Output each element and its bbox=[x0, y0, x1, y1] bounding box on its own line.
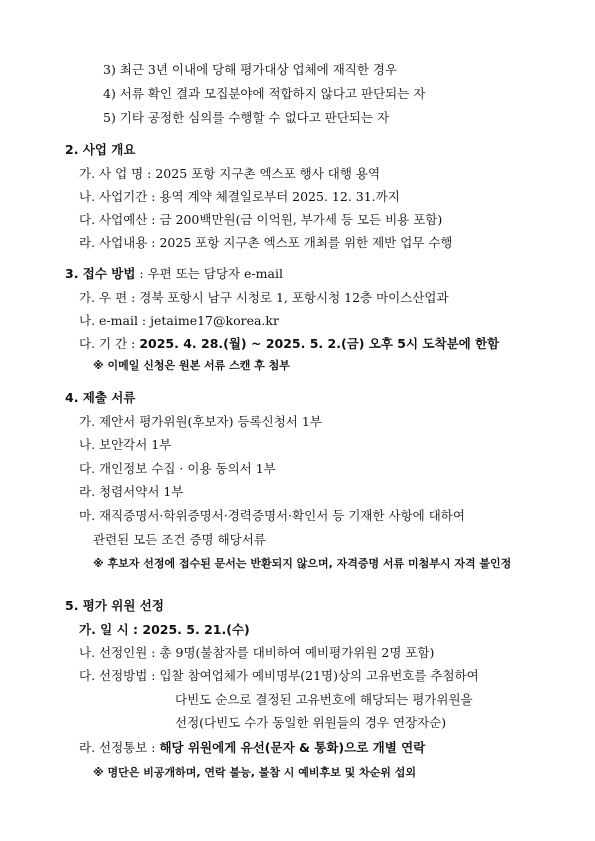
selection-notice bbox=[79, 740, 425, 756]
document-item-da: 다. 개인정보 수집 · 이용 동의서 1부 bbox=[79, 461, 276, 476]
document-item-ma: 마. 재직증명서·학위증명서·경력증명서·확인서 등 기재한 사항에 대하여 bbox=[79, 508, 465, 523]
criteria-item-5: 5) 기타 공정한 심의를 수행할 수 없다고 판단되는 자 bbox=[103, 110, 390, 125]
reception-heading-label: 3. 접수 방법 bbox=[65, 266, 136, 281]
selection-method-cont1: 다빈도 순으로 결정된 고유번호에 해당되는 평가위원을 bbox=[175, 692, 473, 707]
document-item-ga: 가. 제안서 평가위원(후보자) 등록신청서 1부 bbox=[79, 414, 322, 429]
selection-count: 나. 선정인원 : 총 9명(불참자를 대비하여 예비평가위원 2명 포함) bbox=[79, 645, 435, 660]
reception-period bbox=[79, 336, 499, 352]
section-heading-reception bbox=[65, 266, 283, 282]
reception-mail: 가. 우 편 : 경북 포항시 남구 시청로 1, 포항시청 12층 마이스산업과 bbox=[79, 290, 449, 305]
reception-period-label: 다. 기 간 : bbox=[79, 336, 140, 351]
reception-heading-rest: : 우편 또는 담당자 e-mail bbox=[135, 266, 283, 281]
business-period: 나. 사업기간 : 용역 계약 체결일로부터 2025. 12. 31.까지 bbox=[79, 189, 400, 204]
reception-period-value: 2025. 4. 28.(월) ~ 2025. 5. 2.(금) 오후 5시 도착분에 한함 bbox=[139, 336, 500, 351]
selection-note: ※ 명단은 비공개하며, 연락 불능, 불참 시 예비후보 및 차순위 섭외 bbox=[93, 766, 416, 779]
section-heading-selection: 5. 평가 위원 선정 bbox=[65, 598, 164, 613]
selection-method-cont2: 선정(다빈도 수가 동일한 위원들의 경우 연장자순) bbox=[175, 715, 447, 730]
business-content: 라. 사업내용 : 2025 포항 지구촌 엑스포 개최를 위한 제반 업무 수행 bbox=[79, 235, 453, 250]
document-item-ra: 라. 청렴서약서 1부 bbox=[79, 484, 184, 499]
criteria-item-3: 3) 최근 3년 이내에 당해 평가대상 업체에 재직한 경우 bbox=[103, 62, 398, 77]
business-budget: 다. 사업예산 : 금 200백만원(금 이억원, 부가세 등 모든 비용 포함) bbox=[79, 212, 443, 227]
reception-email: 나. e-mail : jetaime17@korea.kr bbox=[79, 313, 279, 328]
selection-date: 가. 일 시 : 2025. 5. 21.(수) bbox=[79, 622, 250, 637]
selection-notice-label: 라. 선정통보 : bbox=[79, 740, 160, 755]
reception-note: ※ 이메일 신청은 원본 서류 스캔 후 첨부 bbox=[93, 359, 290, 372]
documents-note: ※ 후보자 선정에 접수된 문서는 반환되지 않으며, 자격증명 서류 미첨부시 자격 불인정 bbox=[93, 557, 512, 570]
document-item-na: 나. 보안각서 1부 bbox=[79, 437, 172, 452]
selection-notice-value: 해당 위원에게 유선(문자 & 통화)으로 개별 연락 bbox=[159, 740, 426, 755]
criteria-item-4: 4) 서류 확인 결과 모집분야에 적합하지 않다고 판단되는 자 bbox=[103, 86, 426, 101]
selection-method: 다. 선정방법 : 입찰 참여업체가 예비명부(21명)상의 고유번호를 추첨하여 bbox=[79, 668, 479, 683]
document-item-ma-cont: 관련된 모든 조건 증명 해당서류 bbox=[93, 532, 266, 547]
section-heading-business: 2. 사업 개요 bbox=[65, 142, 136, 157]
business-name: 가. 사 업 명 : 2025 포항 지구촌 엑스포 행사 대행 용역 bbox=[79, 166, 381, 181]
section-heading-documents: 4. 제출 서류 bbox=[65, 390, 136, 405]
